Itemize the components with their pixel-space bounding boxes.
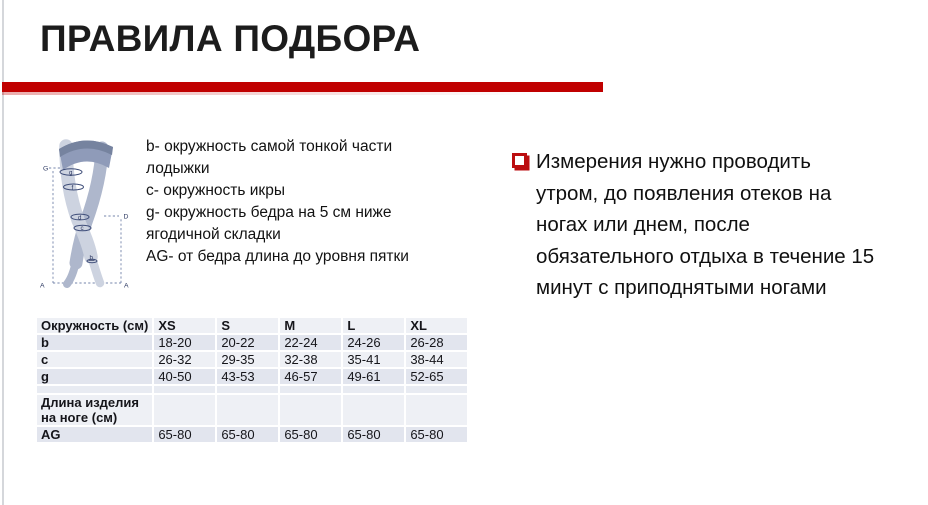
girth-label-g: g (69, 169, 73, 177)
table-cell: Окружность (см) (37, 318, 152, 333)
table-cell: Длина изделия на ноге (см) (37, 395, 152, 425)
table-cell (280, 386, 341, 393)
table-cell: 24-26 (343, 335, 404, 350)
table-cell: 52-65 (406, 369, 467, 384)
page-title: ПРАВИЛА ПОДБОРА (40, 18, 421, 59)
table-cell: b (37, 335, 152, 350)
table-cell: M (280, 318, 341, 333)
girth-label-b: b (89, 254, 93, 262)
point-label-D: D (123, 213, 129, 221)
table-cell: 65-80 (343, 427, 404, 442)
table-header-row (37, 318, 467, 333)
girth-label-f: f (71, 184, 74, 192)
table-cell (406, 386, 467, 393)
table-cell: 18-20 (154, 335, 215, 350)
table-cell: 22-24 (280, 335, 341, 350)
table-cell: 65-80 (217, 427, 278, 442)
table-cell: 40-50 (154, 369, 215, 384)
table-cell: XL (406, 318, 467, 333)
point-label-G: G (43, 165, 49, 173)
point-label-A-left: A (40, 282, 45, 290)
note-line: ногах или днем, после (536, 213, 750, 236)
back-foot (67, 261, 76, 284)
point-label-A-right: A (124, 282, 129, 290)
note-line: обязательного отдыха в течение 15 (536, 244, 875, 268)
table-cell: 26-28 (406, 335, 467, 350)
measurement-note (510, 146, 910, 304)
table-spacer-row (37, 386, 467, 393)
table-row-length-header (37, 395, 467, 425)
title-accent-bar (2, 82, 603, 92)
table-cell: AG (37, 427, 152, 442)
table-cell: 46-57 (280, 369, 341, 384)
table-cell: 43-53 (217, 369, 278, 384)
girth-label-d: d (78, 214, 82, 222)
table-row-ag (37, 427, 467, 442)
table-cell: 26-32 (154, 352, 215, 367)
table-cell: XS (154, 318, 215, 333)
measurement-item-ag: AG- от бедра длина до уровня пятки (146, 248, 409, 265)
slide-left-edge-line (2, 0, 4, 505)
table-cell (280, 395, 341, 425)
size-table (35, 316, 469, 444)
table-cell (343, 395, 404, 425)
table-cell: 32-38 (280, 352, 341, 367)
note-line: Измерения нужно проводить (536, 150, 811, 173)
table-cell (37, 386, 152, 393)
table-cell (154, 395, 215, 425)
table-cell: 29-35 (217, 352, 278, 367)
table-cell: 65-80 (154, 427, 215, 442)
table-cell (217, 386, 278, 393)
table-row-c (37, 352, 467, 367)
note-line: утром, до появления отеков на (536, 181, 832, 205)
table-cell: g (37, 369, 152, 384)
table-cell: 49-61 (343, 369, 404, 384)
measurement-item-g: g- окружность бедра на 5 см ниже ягодичной складки (146, 204, 392, 243)
measurement-item-c: c- окружность икры (146, 182, 285, 199)
table-row-b (37, 335, 467, 350)
table-cell: 20-22 (217, 335, 278, 350)
note-line: минут с приподнятыми ногами (536, 276, 827, 299)
table-cell: 65-80 (406, 427, 467, 442)
table-cell (406, 395, 467, 425)
table-cell (217, 395, 278, 425)
legs-measurement-diagram (36, 132, 132, 290)
size-table-container (35, 316, 469, 444)
table-cell: 65-80 (280, 427, 341, 442)
table-cell: c (37, 352, 152, 367)
note-text (536, 146, 910, 304)
table-cell (343, 386, 404, 393)
table-cell: 35-41 (343, 352, 404, 367)
girth-label-c: c (80, 225, 84, 233)
measurement-definitions (146, 136, 451, 268)
table-cell: S (217, 318, 278, 333)
measurement-item-b: b- окружность самой тонкой части лодыжки (146, 138, 393, 177)
table-cell (154, 386, 215, 393)
table-row-g (37, 369, 467, 384)
title-accent-bar-shadow (2, 92, 542, 95)
square-bullet-icon (512, 153, 527, 168)
table-cell: 38-44 (406, 352, 467, 367)
table-cell: L (343, 318, 404, 333)
